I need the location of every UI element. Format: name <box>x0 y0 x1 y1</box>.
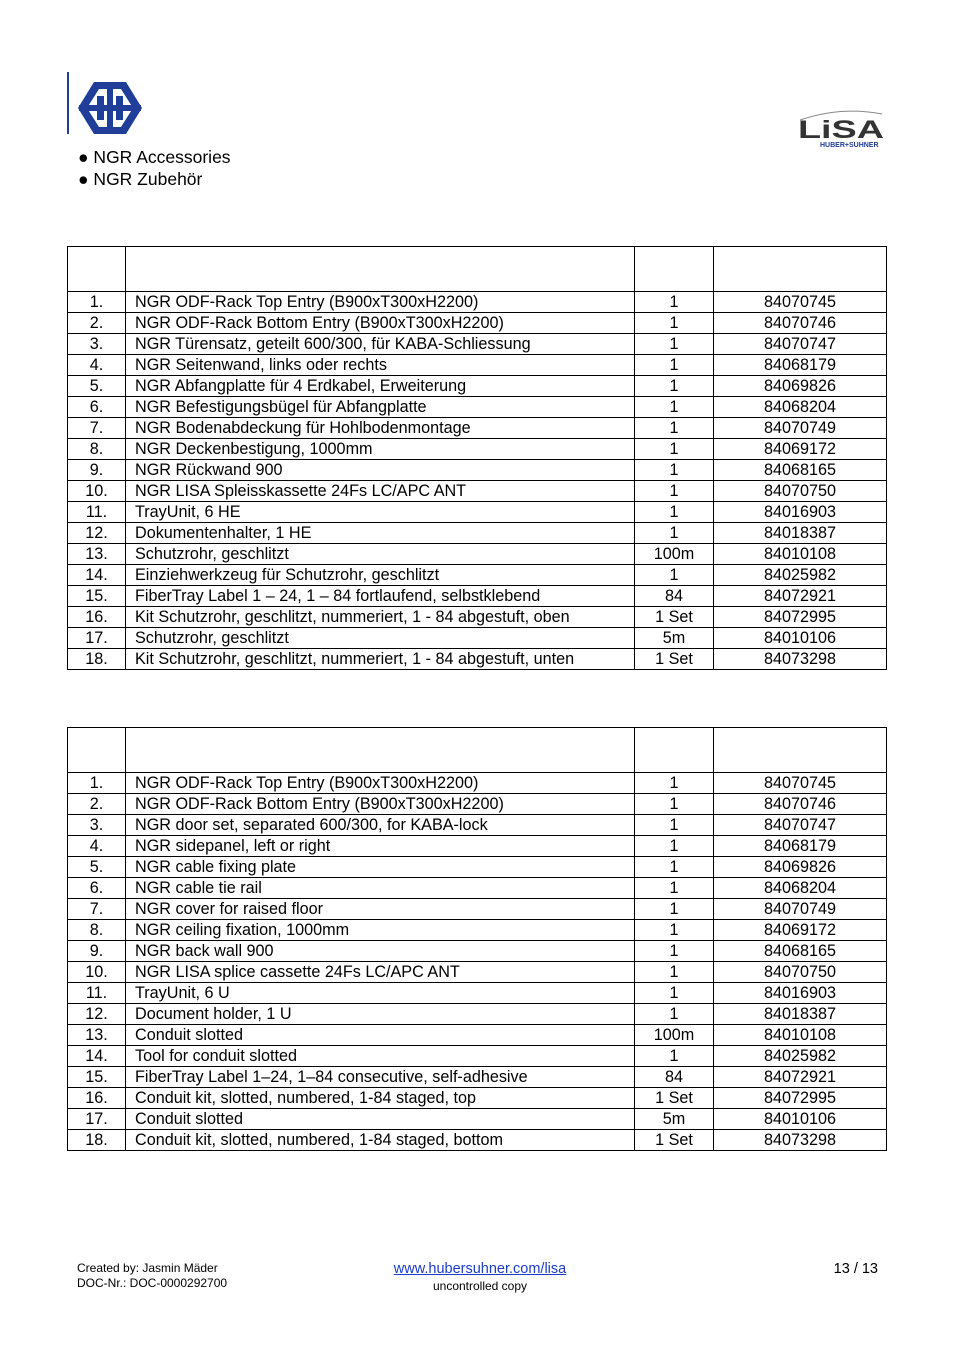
article-number: 84070746 <box>714 794 887 815</box>
article-number: 84068204 <box>714 878 887 899</box>
item-quantity: 1 Set <box>635 1130 714 1151</box>
item-quantity: 100m <box>635 1025 714 1046</box>
row-number: 16. <box>68 607 126 628</box>
item-quantity: 100m <box>635 544 714 565</box>
table-row <box>68 794 887 815</box>
table-row <box>68 1130 887 1151</box>
item-description: FiberTray Label 1–24, 1–84 consecutive, self-adhesive <box>126 1067 635 1088</box>
item-description: NGR LISA splice cassette 24Fs LC/APC ANT <box>126 962 635 983</box>
item-description: NGR door set, separated 600/300, for KABA-lock <box>126 815 635 836</box>
item-description: Schutzrohr, geschlitzt <box>126 628 635 649</box>
table-row <box>68 544 887 565</box>
table-row <box>68 460 887 481</box>
item-description: NGR cable fixing plate <box>126 857 635 878</box>
item-description: NGR Deckenbestigung, 1000mm <box>126 439 635 460</box>
item-quantity: 1 <box>635 857 714 878</box>
article-number: 84070749 <box>714 418 887 439</box>
header-no-cell <box>68 247 126 292</box>
item-quantity: 84 <box>635 586 714 607</box>
table-row <box>68 481 887 502</box>
row-number: 9. <box>68 941 126 962</box>
row-number: 10. <box>68 481 126 502</box>
article-number: 84070747 <box>714 815 887 836</box>
article-number: 84025982 <box>714 565 887 586</box>
row-number: 18. <box>68 1130 126 1151</box>
table-row <box>68 1109 887 1130</box>
article-number: 84016903 <box>714 983 887 1004</box>
article-number: 84070747 <box>714 334 887 355</box>
article-number: 84072995 <box>714 607 887 628</box>
item-quantity: 5m <box>635 1109 714 1130</box>
item-quantity: 1 <box>635 481 714 502</box>
item-quantity: 1 <box>635 460 714 481</box>
row-number: 7. <box>68 418 126 439</box>
item-quantity: 1 <box>635 376 714 397</box>
footer-doc-number: DOC-Nr.: DOC-0000292700 <box>77 1276 228 1290</box>
row-number: 6. <box>68 878 126 899</box>
item-quantity: 5m <box>635 628 714 649</box>
header-divider-line <box>67 72 69 134</box>
table-row <box>68 941 887 962</box>
item-quantity: 1 <box>635 794 714 815</box>
parts-table-english <box>67 727 887 1151</box>
table-row <box>68 1067 887 1088</box>
table-row <box>68 857 887 878</box>
article-number: 84070746 <box>714 313 887 334</box>
table-row <box>68 439 887 460</box>
item-description: TrayUnit, 6 HE <box>126 502 635 523</box>
footer-center <box>330 1260 630 1294</box>
row-number: 14. <box>68 1046 126 1067</box>
article-number: 84010108 <box>714 1025 887 1046</box>
article-number: 84069172 <box>714 439 887 460</box>
item-description: Kit Schutzrohr, geschlitzt, nummeriert, 1 - 84 abgestuft, unten <box>126 649 635 670</box>
article-number: 84070750 <box>714 481 887 502</box>
item-quantity: 1 Set <box>635 1088 714 1109</box>
table-row <box>68 355 887 376</box>
article-number: 84070749 <box>714 899 887 920</box>
item-quantity: 84 <box>635 1067 714 1088</box>
table-row <box>68 313 887 334</box>
item-quantity: 1 <box>635 418 714 439</box>
footer-doc-info <box>77 1261 227 1291</box>
bullet-ngr-zubehoer: ● NGR Zubehör <box>78 169 203 189</box>
row-number: 14. <box>68 565 126 586</box>
table-row <box>68 292 887 313</box>
header-desc-cell <box>126 728 635 773</box>
item-description: NGR ODF-Rack Top Entry (B900xT300xH2200) <box>126 773 635 794</box>
row-number: 11. <box>68 983 126 1004</box>
item-description: NGR ODF-Rack Bottom Entry (B900xT300xH2200) <box>126 794 635 815</box>
article-number: 84025982 <box>714 1046 887 1067</box>
article-number: 84068165 <box>714 941 887 962</box>
row-number: 15. <box>68 586 126 607</box>
item-description: NGR Befestigungsbügel für Abfangplatte <box>126 397 635 418</box>
row-number: 13. <box>68 544 126 565</box>
item-description: FiberTray Label 1 – 24, 1 – 84 fortlaufend, selbstklebend <box>126 586 635 607</box>
table-row <box>68 1088 887 1109</box>
article-number: 84010108 <box>714 544 887 565</box>
table-row <box>68 418 887 439</box>
table-row <box>68 334 887 355</box>
row-number: 4. <box>68 355 126 376</box>
item-quantity: 1 <box>635 962 714 983</box>
item-quantity: 1 <box>635 334 714 355</box>
item-description: Tool for conduit slotted <box>126 1046 635 1067</box>
table-row <box>68 649 887 670</box>
header-no-cell <box>68 728 126 773</box>
header-art-cell <box>714 247 887 292</box>
table-row <box>68 628 887 649</box>
table-row <box>68 565 887 586</box>
row-number: 3. <box>68 815 126 836</box>
item-quantity: 1 <box>635 292 714 313</box>
item-quantity: 1 <box>635 523 714 544</box>
item-quantity: 1 <box>635 773 714 794</box>
item-description: Conduit slotted <box>126 1025 635 1046</box>
item-quantity: 1 <box>635 397 714 418</box>
item-description: Dokumentenhalter, 1 HE <box>126 523 635 544</box>
table-row <box>68 586 887 607</box>
item-description: NGR sidepanel, left or right <box>126 836 635 857</box>
item-description: NGR Türensatz, geteilt 600/300, für KABA-Schliessung <box>126 334 635 355</box>
row-number: 15. <box>68 1067 126 1088</box>
item-description: Einziehwerkzeug für Schutzrohr, geschlitzt <box>126 565 635 586</box>
header-qty-cell <box>635 728 714 773</box>
item-description: NGR Bodenabdeckung für Hohlbodenmontage <box>126 418 635 439</box>
article-number: 84070745 <box>714 773 887 794</box>
table-row <box>68 607 887 628</box>
table-header-row <box>68 247 887 292</box>
item-description: NGR Seitenwand, links oder rechts <box>126 355 635 376</box>
article-number: 84069826 <box>714 857 887 878</box>
item-description: Conduit kit, slotted, numbered, 1-84 staged, bottom <box>126 1130 635 1151</box>
header-desc-cell <box>126 247 635 292</box>
footer-page-number: 13 / 13 <box>833 1261 878 1277</box>
item-quantity: 1 <box>635 941 714 962</box>
row-number: 5. <box>68 857 126 878</box>
lisa-logo <box>796 106 886 150</box>
row-number: 1. <box>68 773 126 794</box>
table-row <box>68 962 887 983</box>
row-number: 12. <box>68 523 126 544</box>
article-number: 84068179 <box>714 355 887 376</box>
row-number: 2. <box>68 794 126 815</box>
article-number: 84018387 <box>714 1004 887 1025</box>
item-description: TrayUnit, 6 U <box>126 983 635 1004</box>
item-description: NGR cable tie rail <box>126 878 635 899</box>
article-number: 84073298 <box>714 1130 887 1151</box>
article-number: 84070745 <box>714 292 887 313</box>
table-row <box>68 502 887 523</box>
article-number: 84073298 <box>714 649 887 670</box>
table-row <box>68 1004 887 1025</box>
article-number: 84069172 <box>714 920 887 941</box>
lisa-logo-subtext: HUBER+SUHNER <box>820 142 879 149</box>
item-description: NGR Rückwand 900 <box>126 460 635 481</box>
table-row <box>68 836 887 857</box>
item-quantity: 1 <box>635 920 714 941</box>
item-description: NGR cover for raised floor <box>126 899 635 920</box>
item-description: Conduit kit, slotted, numbered, 1-84 staged, top <box>126 1088 635 1109</box>
article-number: 84018387 <box>714 523 887 544</box>
row-number: 17. <box>68 1109 126 1130</box>
parts-table-german <box>67 246 887 670</box>
item-quantity: 1 Set <box>635 649 714 670</box>
table-row <box>68 523 887 544</box>
item-description: Document holder, 1 U <box>126 1004 635 1025</box>
footer-copy-note: uncontrolled copy <box>432 1279 528 1293</box>
row-number: 3. <box>68 334 126 355</box>
row-number: 16. <box>68 1088 126 1109</box>
table-row <box>68 920 887 941</box>
row-number: 1. <box>68 292 126 313</box>
row-number: 8. <box>68 439 126 460</box>
item-description: Schutzrohr, geschlitzt <box>126 544 635 565</box>
row-number: 10. <box>68 962 126 983</box>
article-number: 84072921 <box>714 1067 887 1088</box>
article-number: 84069826 <box>714 376 887 397</box>
item-quantity: 1 <box>635 899 714 920</box>
table-row <box>68 397 887 418</box>
article-number: 84016903 <box>714 502 887 523</box>
item-description: NGR back wall 900 <box>126 941 635 962</box>
item-quantity: 1 <box>635 355 714 376</box>
header-qty-cell <box>635 247 714 292</box>
item-description: NGR ceiling fixation, 1000mm <box>126 920 635 941</box>
item-quantity: 1 <box>635 1046 714 1067</box>
row-number: 4. <box>68 836 126 857</box>
table-row <box>68 376 887 397</box>
row-number: 9. <box>68 460 126 481</box>
footer-created-by: Created by: Jasmin Mäder <box>77 1261 218 1275</box>
item-description: NGR ODF-Rack Top Entry (B900xT300xH2200) <box>126 292 635 313</box>
article-number: 84068179 <box>714 836 887 857</box>
article-number: 84010106 <box>714 1109 887 1130</box>
item-quantity: 1 <box>635 815 714 836</box>
row-number: 2. <box>68 313 126 334</box>
item-quantity: 1 <box>635 836 714 857</box>
table-row <box>68 1046 887 1067</box>
lisa-logo-text: LiSA <box>798 116 884 144</box>
item-description: NGR LISA Spleisskassette 24Fs LC/APC ANT <box>126 481 635 502</box>
table-row <box>68 899 887 920</box>
row-number: 13. <box>68 1025 126 1046</box>
item-description: Conduit slotted <box>126 1109 635 1130</box>
article-number: 84068204 <box>714 397 887 418</box>
row-number: 17. <box>68 628 126 649</box>
item-description: Kit Schutzrohr, geschlitzt, nummeriert, 1 - 84 abgestuft, oben <box>126 607 635 628</box>
item-quantity: 1 <box>635 502 714 523</box>
row-number: 5. <box>68 376 126 397</box>
table-header-row <box>68 728 887 773</box>
item-description: NGR ODF-Rack Bottom Entry (B900xT300xH2200) <box>126 313 635 334</box>
table-row <box>68 773 887 794</box>
row-number: 11. <box>68 502 126 523</box>
table-row <box>68 815 887 836</box>
item-quantity: 1 <box>635 983 714 1004</box>
item-quantity: 1 <box>635 439 714 460</box>
header-art-cell <box>714 728 887 773</box>
item-quantity: 1 <box>635 313 714 334</box>
article-number: 84010106 <box>714 628 887 649</box>
item-quantity: 1 <box>635 878 714 899</box>
item-quantity: 1 <box>635 565 714 586</box>
article-number: 84072995 <box>714 1088 887 1109</box>
hubersuhner-logo <box>77 80 143 136</box>
table-row <box>68 983 887 1004</box>
row-number: 7. <box>68 899 126 920</box>
row-number: 12. <box>68 1004 126 1025</box>
table-row <box>68 1025 887 1046</box>
row-number: 18. <box>68 649 126 670</box>
row-number: 6. <box>68 397 126 418</box>
product-bullets <box>78 146 231 190</box>
article-number: 84068165 <box>714 460 887 481</box>
item-description: NGR Abfangplatte für 4 Erdkabel, Erweiterung <box>126 376 635 397</box>
article-number: 84072921 <box>714 586 887 607</box>
bullet-ngr-accessories: ● NGR Accessories <box>78 147 231 167</box>
item-quantity: 1 Set <box>635 607 714 628</box>
row-number: 8. <box>68 920 126 941</box>
table-row <box>68 878 887 899</box>
footer-url-link[interactable]: www.hubersuhner.com/lisa <box>393 1261 567 1277</box>
article-number: 84070750 <box>714 962 887 983</box>
item-quantity: 1 <box>635 1004 714 1025</box>
